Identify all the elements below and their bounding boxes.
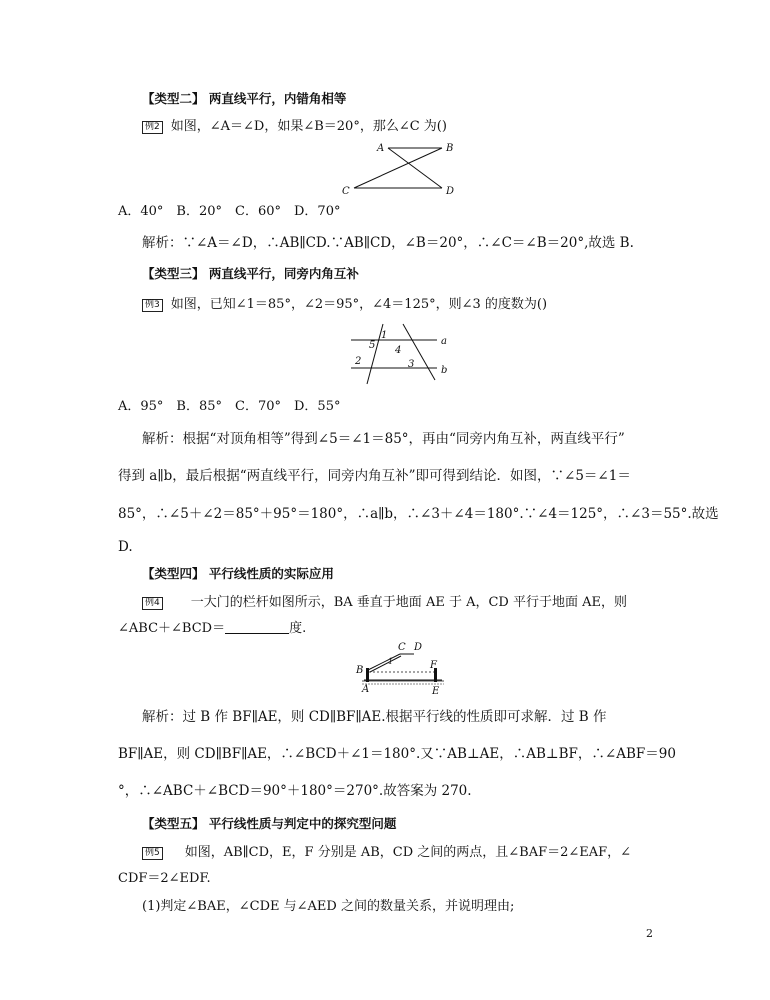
fig-label-B: B <box>446 143 454 154</box>
fig-label-D: D <box>414 642 423 653</box>
fig-label-2: 2 <box>355 356 362 367</box>
fig-label-F: F <box>430 660 437 671</box>
fig-label-C: C <box>398 642 406 653</box>
fig-label-4: 4 <box>395 345 402 356</box>
type5-question-line3: (1)判定∠BAE，∠CDE 与∠AED 之间的数量关系，并说明理由; <box>142 899 515 914</box>
question-text: 如图，∠A＝∠D，如果∠B＝20°，那么∠C 为() <box>170 119 447 134</box>
type3-solution-line3: 85°，∴∠5＋∠2＝85°＋95°＝180°，∴a∥b，∴∠3＋∠4＝180°.∵∠4＝125°，∴∠3＝55°.故选 <box>118 506 719 522</box>
type3-heading: 【类型三】 两直线平行，同旁内角互补 <box>142 266 359 281</box>
fig-label-C: C <box>342 186 350 197</box>
fig-label-1: 1 <box>381 330 388 341</box>
type3-figure <box>345 318 455 388</box>
fig-label-A: A <box>362 684 370 695</box>
type4-solution-line1: 解析：过 B 作 BF∥AE，则 CD∥BF∥AE.根据平行线的性质即可求解．过 B 作 <box>142 709 607 725</box>
fig-label-b: b <box>441 365 448 376</box>
type3-solution-line1: 解析：根据“对顶角相等”得到∠5＝∠1＝85°，再由“同旁内角互补，两直线平行” <box>142 431 625 447</box>
question-text: 如图，已知∠1＝85°，∠2＝95°，∠4＝125°，则∠3 的度数为() <box>170 297 548 312</box>
fig-label-1: 1 <box>388 657 394 666</box>
question-text: 如图，AB∥CD，E，F 分别是 AB，CD 之间的两点，且∠BAF＝2∠EAF，∠ <box>184 845 632 860</box>
type4-solution-line3: °，∴∠ABC＋∠BCD＝90°＋180°＝270°.故答案为 270. <box>118 783 472 799</box>
example-tag: 例3 <box>142 299 163 312</box>
question-text: ∠ABC＋∠BCD＝ <box>118 621 226 636</box>
question-text: 度. <box>289 621 307 636</box>
type3-options: A．95° B．85° C．70° D．55° <box>118 399 341 414</box>
fig-label-B: B <box>356 665 364 676</box>
page-number: 2 <box>646 927 653 940</box>
type2-solution: 解析：∵∠A＝∠D，∴AB∥CD.∵AB∥CD，∠B＝20°，∴∠C＝∠B＝20°,故选 B. <box>142 235 634 251</box>
fig-label-a: a <box>441 336 447 347</box>
type3-question <box>142 296 547 314</box>
type4-figure <box>350 640 460 700</box>
type4-question-line1 <box>142 594 627 612</box>
example-tag: 例4 <box>142 597 163 610</box>
question-text: 一大门的栏杆如图所示，BA 垂直于地面 AE 于 A，CD 平行于地面 AE，则 <box>190 595 627 610</box>
type5-heading: 【类型五】 平行线性质与判定中的探究型问题 <box>142 816 397 831</box>
example-tag: 例5 <box>142 847 163 860</box>
type2-options: A．40° B．20° C．60° D．70° <box>118 204 341 219</box>
fig-label-D: D <box>446 186 455 197</box>
type4-heading: 【类型四】 平行线性质的实际应用 <box>142 566 334 581</box>
example-tag: 例2 <box>142 121 163 134</box>
fig-label-A: A <box>377 143 385 154</box>
type2-figure <box>330 138 470 198</box>
type4-solution-line2: BF∥AE，则 CD∥BF∥AE，∴∠BCD＋∠1＝180°.又∵AB⊥AE，∴AB⊥BF，∴∠ABF＝90 <box>118 746 676 762</box>
type3-solution-line2: 得到 a∥b，最后根据“两直线平行，同旁内角互补”即可得到结论．如图，∵∠5＝∠1＝ <box>118 468 631 484</box>
answer-blank <box>225 620 289 634</box>
type5-question-line1 <box>142 844 631 862</box>
fig-label-E: E <box>432 686 440 697</box>
type5-question-line2: CDF＝2∠EDF. <box>118 871 211 886</box>
type4-question-line2 <box>118 620 306 638</box>
fig-label-3: 3 <box>408 359 415 370</box>
type2-question <box>142 118 447 136</box>
type2-heading: 【类型二】 两直线平行，内错角相等 <box>142 91 347 106</box>
type3-solution-line4: D. <box>118 539 133 555</box>
fig-label-5: 5 <box>369 340 376 351</box>
